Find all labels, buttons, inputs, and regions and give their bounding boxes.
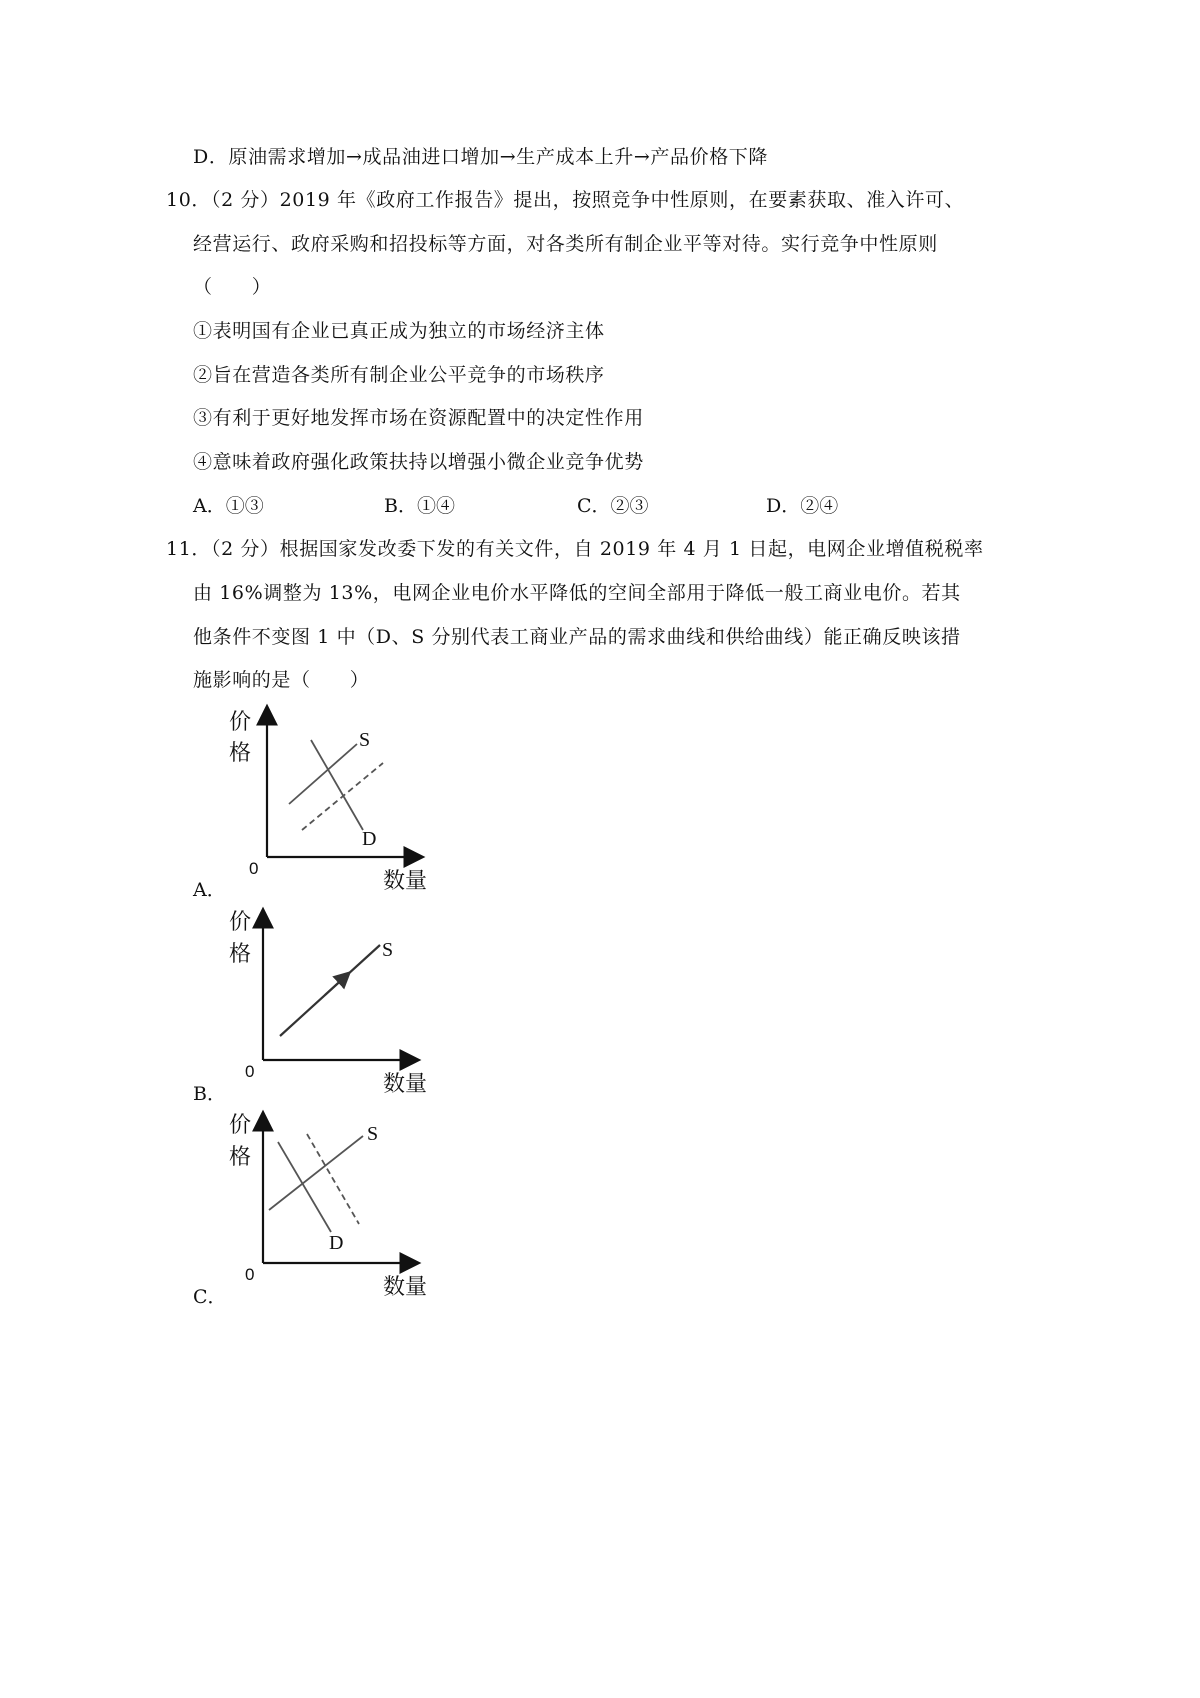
figure-b-s-label: S: [382, 939, 394, 961]
figure-c-shifted-demand-curve: [307, 1134, 359, 1224]
figure-b-supply-curve-chart[interactable]: [225, 905, 445, 1100]
q10-statement-3: ③有利于更好地发挥市场在资源配置中的决定性作用: [193, 407, 644, 429]
figure-a-supply-curve: [289, 744, 357, 804]
figure-c-supply-demand[interactable]: [225, 1108, 445, 1303]
q10-choice-b[interactable]: B．①④: [384, 495, 455, 517]
q11-stem-line-4: 施影响的是（ ）: [193, 669, 370, 691]
q10-choice-d[interactable]: D．②④: [766, 495, 839, 517]
figure-a-s-label: S: [359, 729, 371, 751]
figure-b-y-label-1: 价: [229, 910, 252, 935]
figure-b-y-label-2: 格: [229, 942, 252, 967]
figure-a-x-label: 数量: [383, 869, 428, 894]
q10-stem-line-1: 10．（2 分）2019 年《政府工作报告》提出，按照竞争中性原则，在要素获取、准入许可、: [166, 189, 965, 211]
q10-answer-blank: （ ）: [193, 276, 272, 298]
figure-a-y-label-2: 格: [229, 741, 252, 766]
q10-statement-4: ④意味着政府强化政策扶持以增强小微企业竞争优势: [193, 451, 644, 473]
figure-a-d-label: D: [362, 828, 377, 850]
figure-a-supply-demand[interactable]: [225, 702, 445, 897]
figure-c-letter[interactable]: C．: [193, 1286, 227, 1308]
q10-choice-a[interactable]: A．①③: [193, 495, 264, 517]
q10-stem-line-2: 经营运行、政府采购和招投标等方面，对各类所有制企业平等对待。实行竞争中性原则: [193, 233, 938, 255]
q11-stem-line-2: 由 16%调整为 13%，电网企业电价水平降低的空间全部用于降低一般工商业电价。若其: [193, 582, 961, 604]
figure-c-origin: 0: [245, 1265, 255, 1284]
figure-c-d-label: D: [329, 1232, 344, 1254]
figure-a-origin: 0: [249, 859, 259, 878]
figure-a-shifted-supply-curve: [302, 763, 383, 830]
q11-stem-line-1: 11．（2 分）根据国家发改委下发的有关文件，自 2019 年 4 月 1 日起，电网企业增值税税率: [166, 538, 984, 560]
figure-b-letter[interactable]: B．: [193, 1083, 226, 1105]
figure-c-y-label-2: 格: [229, 1145, 252, 1170]
figure-b-x-label: 数量: [383, 1072, 428, 1097]
figure-c-y-label-1: 价: [229, 1113, 252, 1138]
figure-a-letter[interactable]: A．: [193, 879, 226, 901]
figure-b-origin: 0: [245, 1062, 255, 1081]
figure-c-supply-curve: [269, 1136, 363, 1210]
q10-choice-c[interactable]: C．②③: [577, 495, 649, 517]
figure-a-y-label-1: 价: [229, 710, 252, 735]
q9-option-d: D．原油需求增加→成品油进口增加→生产成本上升→产品价格下降: [193, 146, 768, 168]
q10-statement-2: ②旨在营造各类所有制企业公平竞争的市场秩序: [193, 364, 605, 386]
q10-statement-1: ①表明国有企业已真正成为独立的市场经济主体: [193, 320, 605, 342]
q11-stem-line-3: 他条件不变图 1 中（D、S 分别代表工商业产品的需求曲线和供给曲线）能正确反映该措: [193, 626, 961, 648]
figure-c-x-label: 数量: [383, 1275, 428, 1300]
figure-c-demand-curve: [278, 1142, 331, 1232]
figure-b-movement-arrow: [325, 974, 348, 995]
figure-c-s-label: S: [367, 1123, 379, 1145]
